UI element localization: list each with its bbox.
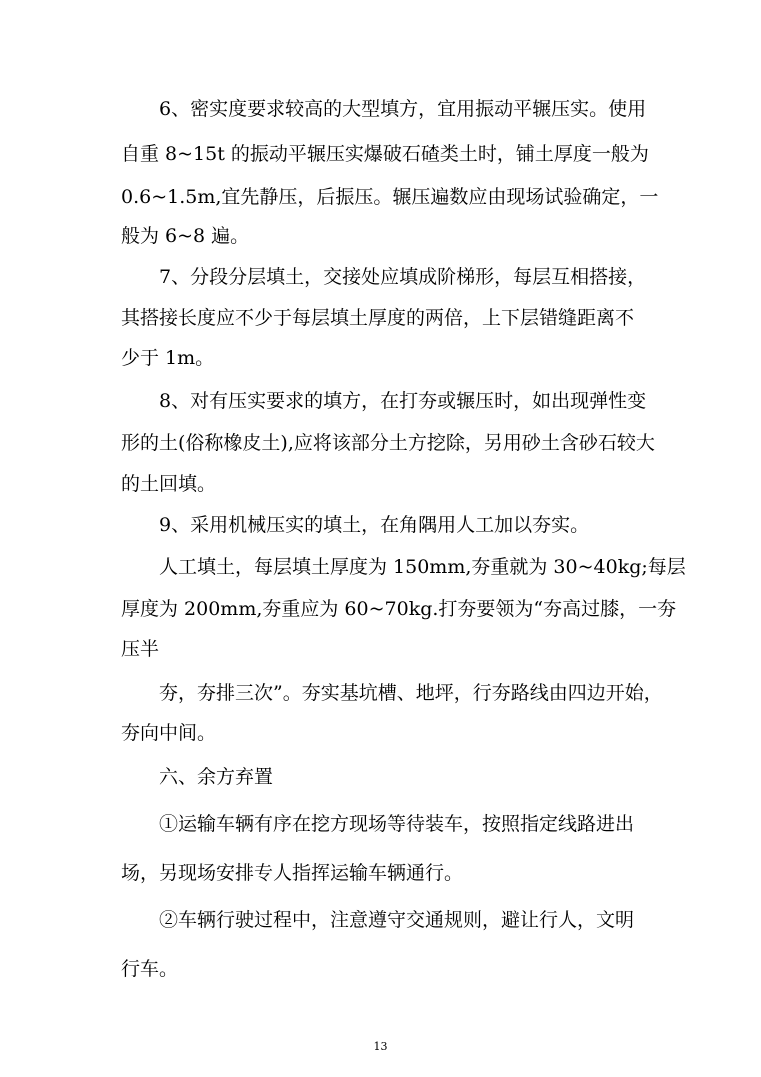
item-6-line-4: 般为 6~8 遍。	[121, 225, 250, 247]
item-6-line-1: 6、密实度要求较高的大型填方，宜用振动平辗压实。使用	[159, 98, 647, 120]
manual-fill-line-3: 压半	[121, 638, 160, 660]
section-6-heading: 六、余方弃置	[159, 766, 274, 788]
item-8-line-3: 的土回填。	[121, 473, 217, 495]
tamping-line-1: 夯，夯排三次”。夯实基坑槽、地坪，行夯路线由四边开始，	[159, 682, 663, 704]
item-7-line-2: 其搭接长度应不少于每层填土厚度的两倍，上下层错缝距离不	[121, 307, 635, 329]
point-2-line-2: 行车。	[121, 958, 179, 980]
item-8-line-1: 8、对有压实要求的填方，在打夯或辗压时，如出现弹性变	[159, 390, 647, 412]
point-1-line-2: 场，另现场安排专人指挥运输车辆通行。	[121, 862, 464, 884]
item-9-line-1: 9、采用机械压实的填土，在角隅用人工加以夯实。	[159, 514, 590, 536]
tamping-line-2: 夯向中间。	[121, 722, 217, 744]
item-8-line-2: 形的土(俗称橡皮土),应将该部分土方挖除，另用砂土含砂石较大	[121, 432, 655, 454]
item-6-line-3: 0.6~1.5m,宜先静压，后振压。辗压遍数应由现场试验确定，一	[121, 186, 659, 208]
point-2-line-1: ②车辆行驶过程中，注意遵守交通规则，避让行人，文明	[159, 909, 635, 931]
point-1-line-1: ①运输车辆有序在挖方现场等待装车，按照指定线路进出	[159, 813, 635, 835]
page-number: 13	[373, 1040, 388, 1053]
item-7-line-1: 7、分段分层填土，交接处应填成阶梯形，每层互相搭接，	[159, 266, 647, 288]
manual-fill-line-1: 人工填土，每层填土厚度为 150mm,夯重就为 30~40kg;每层	[159, 556, 686, 578]
item-7-line-3: 少于 1m。	[121, 347, 215, 369]
manual-fill-line-2: 厚度为 200mm,夯重应为 60~70kg.打夯要领为“夯高过膝，一夯	[121, 598, 677, 620]
item-6-line-2: 自重 8~15t 的振动平辗压实爆破石碴类土时，铺土厚度一般为	[121, 143, 649, 165]
